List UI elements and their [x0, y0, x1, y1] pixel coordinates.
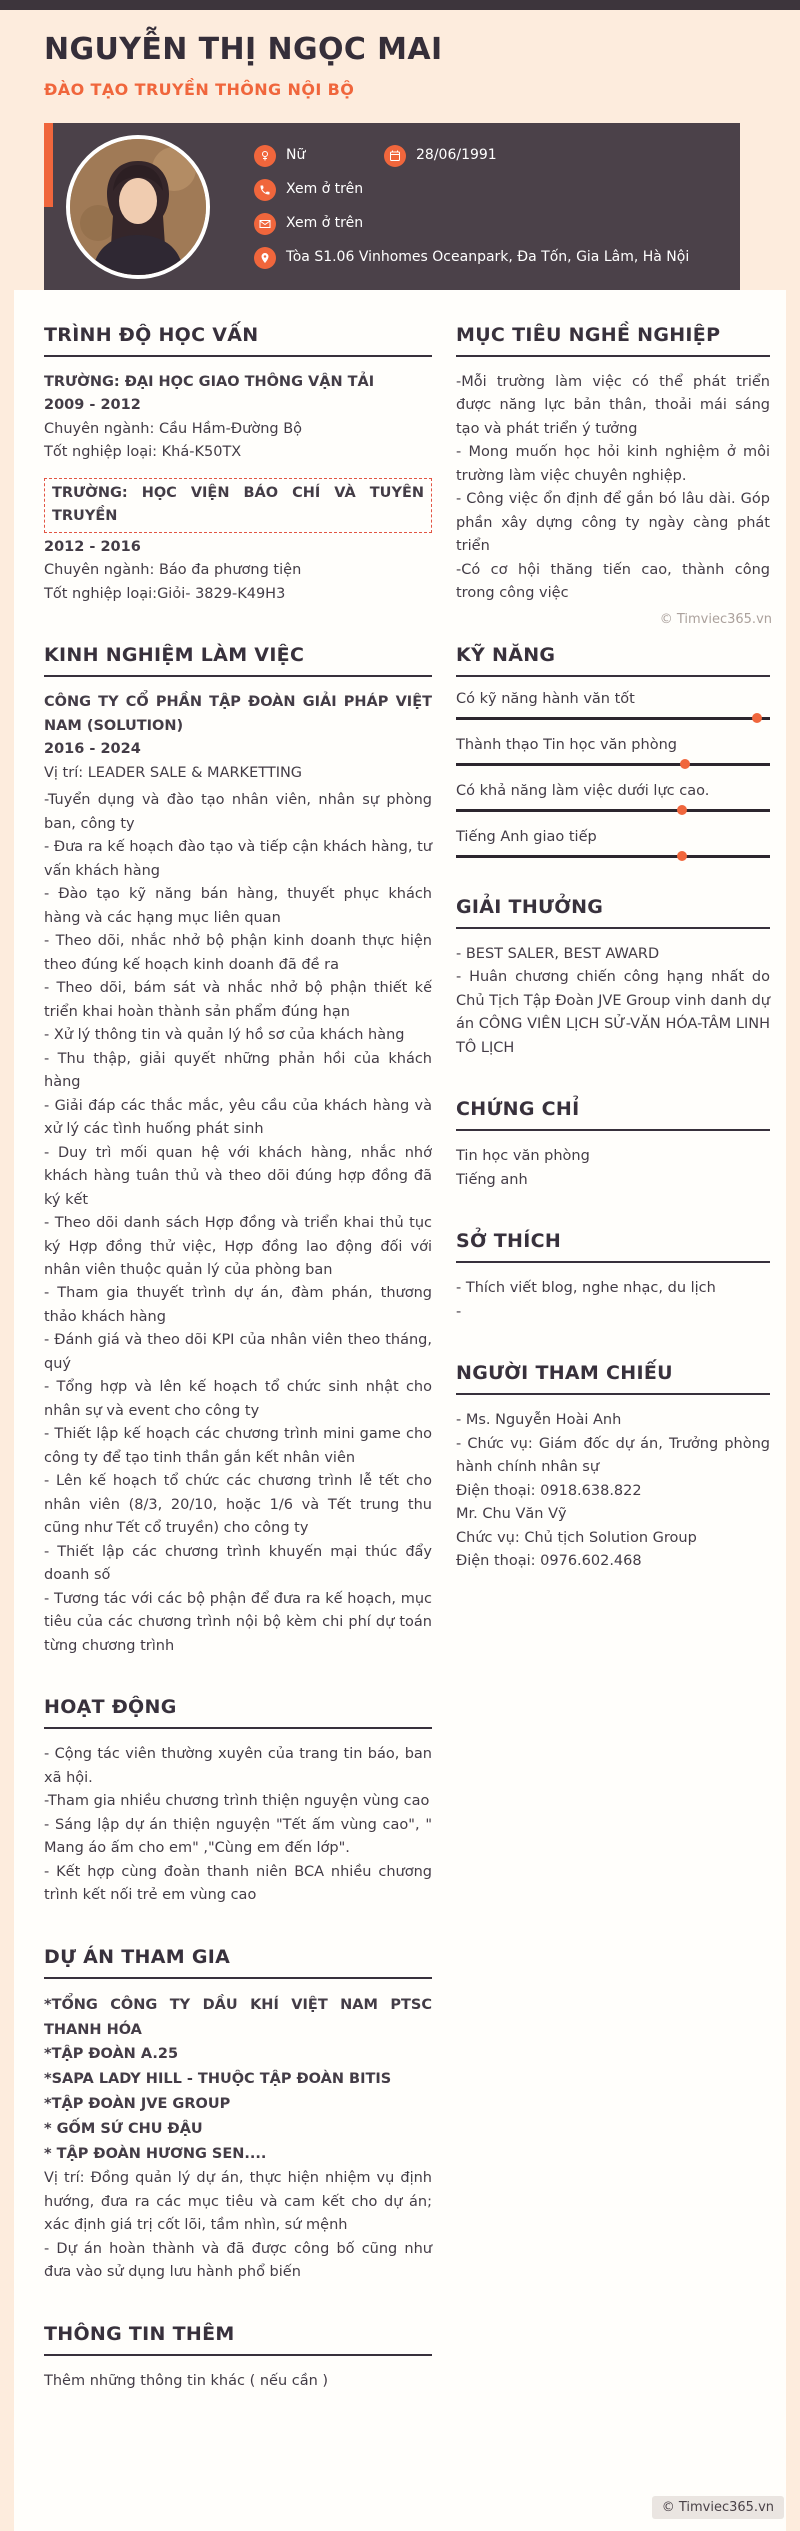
skill-item: [456, 737, 770, 766]
experience-bullet: - Đào tạo kỹ năng bán hàng, thuyết phục khách hàng và các hạng mục liên quan: [44, 886, 432, 926]
reference-line: - Chức vụ: Giám đốc dự án, Trưởng phòng hành chính nhân sự: [456, 1435, 770, 1476]
right-column: [456, 324, 770, 1612]
skill-bar: [456, 763, 770, 766]
education-entry: [44, 371, 432, 465]
experience-bullet: - Lên kế hoạch tổ chức các chương trình lễ tết cho nhân viên (8/3, 20/10, hoặc 1/6 và Tết trung thu cũng như Tết cổ truyền) cho công ty: [44, 1473, 432, 1537]
references-title: NGƯỜI THAM CHIẾU: [456, 1362, 770, 1395]
section-certificates: [456, 1098, 770, 1192]
company-years: 2016 - 2024: [44, 741, 141, 758]
experience-bullet: - Tham gia thuyết trình dự án, đàm phán, thương thảo khách hàng: [44, 1285, 432, 1325]
skill-bar: [456, 855, 770, 858]
project-name: * TẬP ĐOÀN HƯƠNG SEN....: [44, 2146, 267, 2163]
experience-title: KINH NGHIỆM LÀM VIỆC: [44, 644, 432, 677]
projects-title: DỰ ÁN THAM GIA: [44, 1946, 432, 1979]
address-field: [254, 247, 689, 269]
school-years: 2012 - 2016: [44, 538, 141, 555]
more-info-title: THÔNG TIN THÊM: [44, 2323, 432, 2356]
experience-bullet: -Tuyển dụng và đào tạo nhân viên, nhân sự phòng ban, công ty: [44, 792, 432, 832]
activity-item: -Tham gia nhiều chương trình thiện nguyện vùng cao: [44, 1793, 430, 1810]
section-education: [44, 324, 432, 606]
reference-line: Điện thoại: 0976.602.468: [456, 1553, 642, 1570]
section-projects: [44, 1946, 432, 2285]
project-name: * GỐM SỨ CHU ĐẬU: [44, 2121, 203, 2138]
school-grade: Tốt nghiệp loại:Giỏi- 3829-K49H3: [44, 585, 286, 602]
experience-bullet: - Duy trì mối quan hệ với khách hàng, nhắc nhớ khách hàng tuân thủ và theo dõi đúng hợp đồng đã ký kết: [44, 1144, 432, 1208]
experience-bullet: - Theo dõi, bám sát và nhắc nhở bộ phận thiết kế triển khai hoàn thành sản phẩm đúng hạn: [44, 980, 432, 1020]
section-awards: [456, 896, 770, 1060]
info-row-email: [254, 213, 689, 235]
activity-item: - Kết hợp cùng đoàn thanh niên BCA nhiều chương trình kết nối trẻ em vùng cao: [44, 1863, 432, 1904]
skill-level-dot: [677, 851, 687, 861]
skill-level-dot: [752, 713, 762, 723]
skill-item: [456, 783, 770, 812]
more-info-note: Thêm những thông tin khác ( nếu cần ): [44, 2372, 329, 2389]
candidate-name: NGUYỄN THỊ NGỌC MAI: [44, 32, 443, 67]
top-accent-bar: [0, 0, 800, 10]
skill-level-dot: [677, 805, 687, 815]
section-references: [456, 1362, 770, 1573]
project-name: *TỔNG CÔNG TY DẦU KHÍ VIỆT NAM PTSC THANH HÓA: [44, 1996, 432, 2038]
objective-item: -Có cơ hội thăng tiến cao, thành công trong công việc: [456, 561, 770, 602]
skill-label: Thành thạo Tin học văn phòng: [456, 736, 677, 753]
education-title: TRÌNH ĐỘ HỌC VẤN: [44, 324, 432, 357]
hobbies-title: SỞ THÍCH: [456, 1230, 770, 1263]
skill-label: Có khả năng làm việc dưới lực cao.: [456, 782, 710, 799]
position: Vị trí: LEADER SALE & MARKETTING: [44, 764, 303, 781]
awards-title: GIẢI THƯỞNG: [456, 896, 770, 929]
project-name: *TẬP ĐOÀN A.25: [44, 2046, 179, 2063]
school-years: 2009 - 2012: [44, 397, 141, 414]
email-value: Xem ở trên: [286, 215, 364, 232]
gender-field: [254, 145, 384, 167]
project-name: *SAPA LADY HILL - THUỘC TẬP ĐOÀN BITIS: [44, 2071, 392, 2088]
experience-bullet: - Đưa ra kế hoạch đào tạo và tiếp cận khách hàng, tư vấn khách hàng: [44, 839, 432, 879]
objective-item: - Mong muốn học hỏi kinh nghiệm ở môi trường làm việc chuyên nghiệp.: [456, 444, 770, 484]
watermark-side: © Timviec365.vn: [659, 612, 772, 627]
skills-title: KỸ NĂNG: [456, 644, 770, 677]
experience-bullet: - Thiết lập kế hoạch các chương trình mini game cho công ty để tạo tinh thần gắn kết nhân viên: [44, 1426, 432, 1466]
project-name: *TẬP ĐOÀN JVE GROUP: [44, 2096, 231, 2113]
award-item: - BEST SALER, BEST AWARD: [456, 945, 660, 962]
section-skills: [456, 644, 770, 858]
experience-bullet: - Theo dõi danh sách Hợp đồng và triển khai thủ tục ký Hợp đồng thử việc, Hợp đồng lao động đối với nhân viên thuộc quản lý của phòng ban: [44, 1215, 432, 1278]
band-accent-strip: [44, 123, 53, 207]
project-result: - Dự án hoàn thành và đã được công bố cũng như đưa vào sử dụng lưu hành phổ biến: [44, 2240, 432, 2281]
reference-line: Chức vụ: Chủ tịch Solution Group: [456, 1529, 697, 1546]
section-experience: [44, 644, 432, 1658]
watermark-footer: © Timviec365.vn: [652, 2496, 784, 2519]
reference-line: Mr. Chu Văn Vỹ: [456, 1506, 567, 1523]
skill-bar: [456, 717, 770, 720]
location-pin-icon: [254, 247, 276, 269]
phone-field: [254, 179, 363, 201]
certificates-title: CHỨNG CHỈ: [456, 1098, 770, 1131]
email-field: [254, 213, 363, 235]
section-activities: [44, 1696, 432, 1907]
info-row-gender-dob: [254, 145, 689, 167]
profile-band: [44, 123, 740, 290]
info-row-address: [254, 247, 689, 269]
email-icon: [254, 213, 276, 235]
phone-value: Xem ở trên: [286, 181, 364, 198]
candidate-job-title: ĐÀO TẠO TRUYỀN THÔNG NỘI BỘ: [44, 80, 355, 99]
section-objective: [456, 324, 770, 606]
experience-bullet: - Thu thập, giải quyết những phản hồi của khách hàng: [44, 1050, 432, 1091]
experience-bullet: - Thiết lập các chương trình khuyến mại thúc đẩy doanh số: [44, 1543, 432, 1584]
experience-bullet: - Tương tác với các bộ phận để đưa ra kế hoạch, mục tiêu của các chương trình nội bộ kèm chi phí dự toán từng chương trình: [44, 1590, 432, 1654]
reference-line: - Ms. Nguyễn Hoài Anh: [456, 1412, 622, 1429]
phone-icon: [254, 179, 276, 201]
skill-item: [456, 829, 770, 858]
dob-value: 28/06/1991: [416, 147, 497, 164]
project-description: Vị trí: Đồng quản lý dự án, thực hiện nhiệm vụ định hướng, đưa ra các mục tiêu và cam kết cho dự án; xác định giá trị cốt lõi, tầm nhìn, sứ mệnh: [44, 2170, 432, 2234]
skill-item: [456, 691, 770, 720]
experience-bullet: - Theo dõi, nhắc nhở bộ phận kinh doanh thực hiện theo đúng kế hoạch kinh doanh đã đề ra: [44, 933, 432, 973]
school-major: Chuyên ngành: Báo đa phương tiện: [44, 562, 302, 579]
skill-label: Có kỹ năng hành văn tốt: [456, 690, 635, 707]
school-name-highlighted: TRƯỜNG: HỌC VIỆN BÁO CHÍ VÀ TUYÊN TRUYỀN: [44, 478, 432, 533]
school-grade: Tốt nghiệp loại: Khá-K50TX: [44, 444, 242, 461]
left-column: [44, 324, 432, 2431]
dob-field: [384, 145, 497, 167]
activity-item: - Cộng tác viên thường xuyên của trang tin báo, ban xã hội.: [44, 1746, 432, 1786]
certificate-item: Tiếng anh: [456, 1171, 528, 1188]
gender-icon: [254, 145, 276, 167]
activities-title: HOẠT ĐỘNG: [44, 1696, 432, 1729]
skill-bar: [456, 809, 770, 812]
avatar: [66, 135, 210, 279]
experience-bullet: - Đánh giá và theo dõi KPI của nhân viên theo tháng, quý: [44, 1332, 432, 1372]
address-value: Tòa S1.06 Vinhomes Oceanpark, Đa Tốn, Gia Lâm, Hà Nội: [286, 249, 690, 266]
school-name: TRƯỜNG: ĐẠI HỌC GIAO THÔNG VẬN TẢI: [44, 374, 375, 390]
skill-label: Tiếng Anh giao tiếp: [456, 828, 597, 845]
cv-header: [0, 10, 800, 123]
experience-entry: [44, 691, 432, 785]
gender-value: Nữ: [286, 147, 306, 164]
info-row-phone: [254, 179, 689, 201]
experience-bullet: - Xử lý thông tin và quản lý hồ sơ của khách hàng: [44, 1027, 405, 1044]
hobby-item: - Thích viết blog, nghe nhạc, du lịch: [456, 1280, 716, 1297]
education-entry: [44, 478, 432, 606]
objective-item: - Công việc ổn định để gắn bó lâu dài. Góp phần xây dựng công ty ngày càng phát triển: [456, 491, 770, 555]
company-name: CÔNG TY CỔ PHẦN TẬP ĐOÀN GIẢI PHÁP VIỆT NAM (SOLUTION): [44, 694, 432, 734]
reference-line: Điện thoại: 0918.638.822: [456, 1482, 642, 1499]
objective-title: MỤC TIÊU NGHỀ NGHIỆP: [456, 324, 770, 357]
activity-item: - Sáng lập dự án thiện nguyện "Tết ấm vùng cao", " Mang áo ấm cho em" ,"Cùng em đến lớp".: [44, 1816, 432, 1857]
avatar-photo: [70, 139, 206, 275]
school-major: Chuyên ngành: Cầu Hầm-Đường Bộ: [44, 420, 303, 437]
objective-item: -Mỗi trường làm việc có thể phát triển được năng lực bản thân, thoải mái sáng tạo và phát triển ý tưởng: [456, 374, 770, 437]
skill-level-dot: [680, 759, 690, 769]
section-hobbies: [456, 1230, 770, 1324]
award-item: - Huân chương chiến công hạng nhất do Chủ Tịch Tập Đoàn JVE Group vinh danh dự án CÔNG VIÊN LỊCH SỬ-VĂN HÓA-TÂM LINH TÔ LỊCH: [456, 969, 770, 1056]
calendar-icon: [384, 145, 406, 167]
experience-bullet: - Giải đáp các thắc mắc, yêu cầu của khách hàng và xử lý các tình huống phát sinh: [44, 1097, 432, 1138]
hobby-item: -: [456, 1303, 462, 1320]
section-more-info: [44, 2323, 432, 2393]
profile-info: [254, 145, 689, 269]
experience-bullet: - Tổng hợp và lên kế hoạch tổ chức sinh nhật cho nhân sự và event cho công ty: [44, 1379, 432, 1419]
certificate-item: Tin học văn phòng: [456, 1148, 590, 1165]
